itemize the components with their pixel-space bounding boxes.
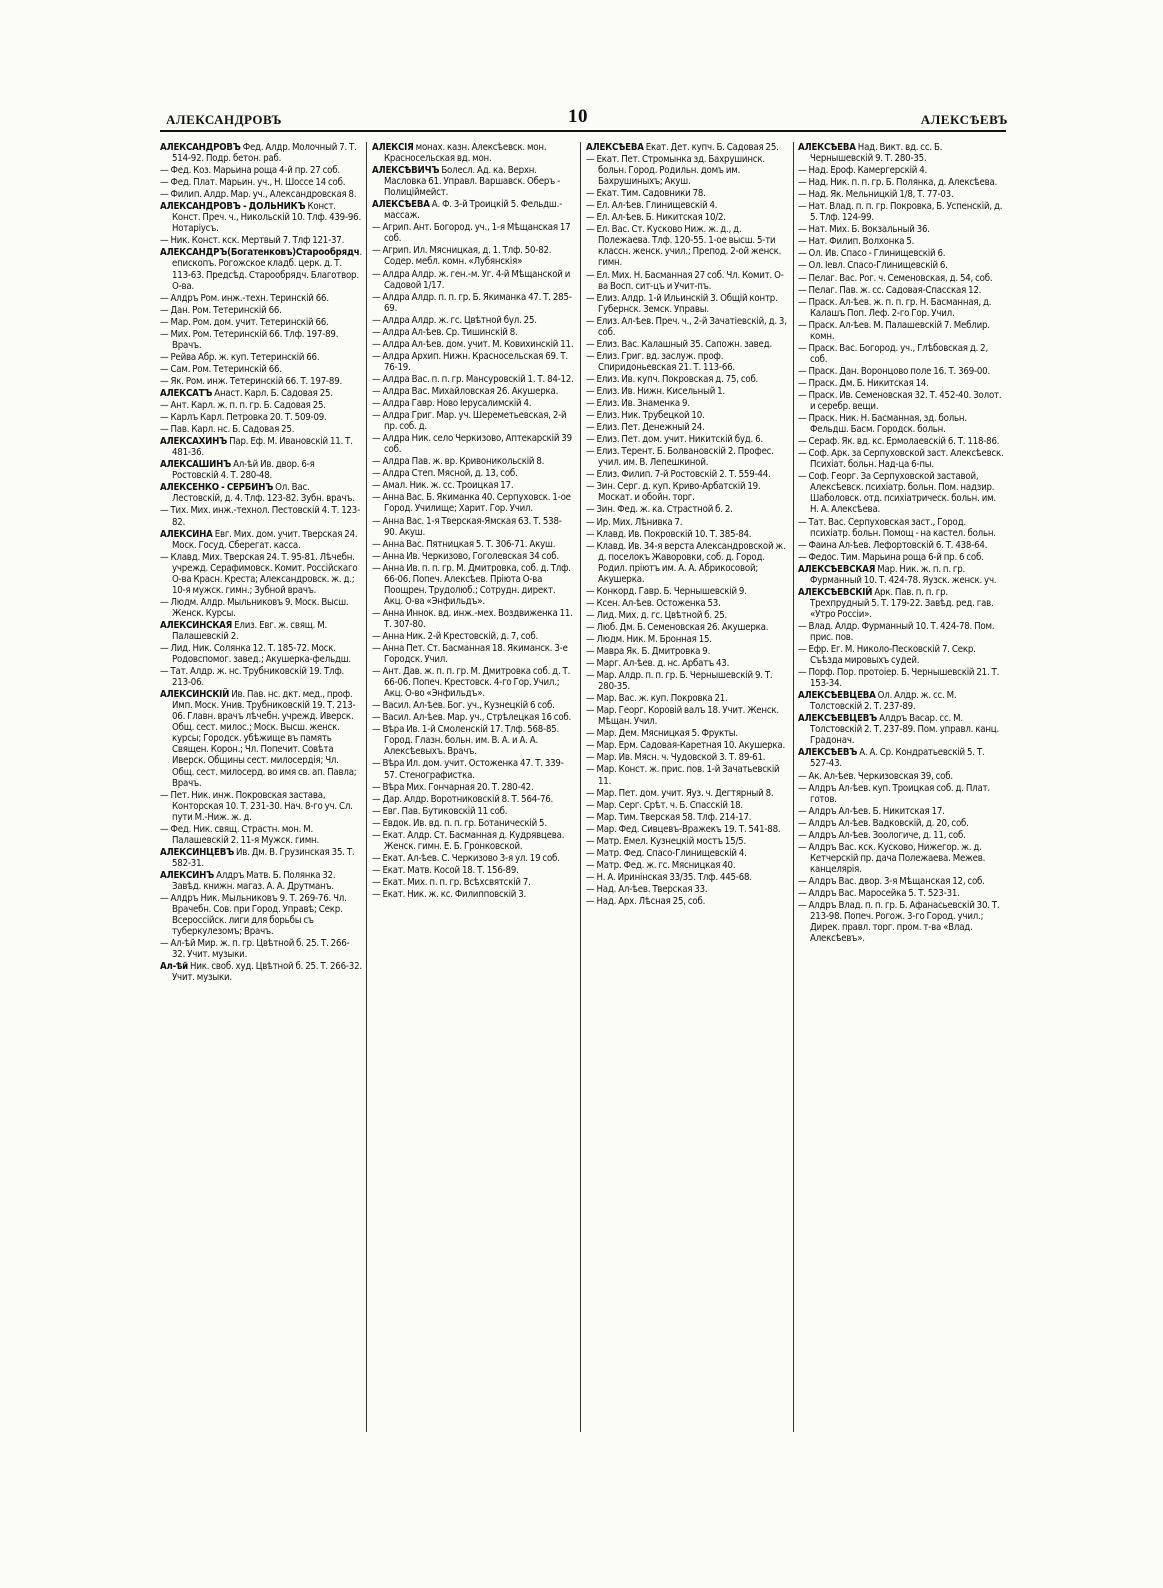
entry-surname: АЛЕКСАШИНЪ bbox=[160, 459, 232, 471]
directory-entry: — Сераф. Як. вд. кс. Ермолаевскій 6. Т. 118-86. bbox=[798, 436, 1000, 448]
entry-surname: АЛЕКСАТЪ bbox=[160, 387, 213, 399]
directory-entry: — Алдръ Вас. кск. Кусково, Нижегор. ж. д. Кетчерскій пр. дача Полежаева. Межев. канцелярія. bbox=[798, 841, 986, 875]
directory-entry: — Ел. Ал-ѣев. Б. Никитская 10/2. bbox=[586, 212, 726, 224]
directory-entry: — Тат. Алдр. ж. нс. Трубниковскій 19. Тлф. 213-06. bbox=[160, 666, 345, 689]
directory-entry: — Алдръ Влад. п. п. гр. Б. Афанасьевскій 30. Т. 213-98. Попеч. Рогож. 3-го Город. учил.; Дирек. правл. торг. пром. т-ва «Влад. Алексѣевъ». bbox=[798, 900, 1000, 945]
directory-entry: — Алдра Алдр. п. п. гр. Б. Якиманка 47. Т. 285-69. bbox=[372, 291, 572, 314]
entry-surname: АЛЕКСАНДРОВЪ - ДОЛЬНИКЪ bbox=[160, 201, 306, 213]
directory-entry: — Як. Ром. инж. Тетеринскій 66. Т. 197-89. bbox=[160, 375, 343, 387]
directory-entry: — Ксен. Ал-ѣев. Остоженка 53. bbox=[586, 597, 721, 609]
directory-entry: — Н. А. Иринінская 33/35. Тлф. 445-68. bbox=[586, 871, 752, 883]
directory-entry: — Елиз. Пет. Денежный 24. bbox=[586, 422, 705, 434]
directory-entry: АЛЕКСИНЪ Алдръ Матв. Б. Полянка 32. Завѣд. книжн. магаз. А. А. Друтманъ. bbox=[160, 869, 336, 892]
entry-surname: АЛЕКСИНСКІЙ bbox=[160, 689, 230, 701]
directory-entry: — Клавд. Ив. Покровскій 10. Т. 385-84. bbox=[586, 528, 752, 540]
directory-entry: — Праск. Ал-ѣев. М. Палашевскій 7. Меблир. комн. bbox=[798, 319, 990, 342]
directory-entry: — Филип. Алдр. Мар. уч., Александровская 8. bbox=[160, 189, 357, 201]
directory-entry: — Праск. Дан. Воронцово поле 16. Т. 369-00. bbox=[798, 365, 991, 377]
directory-entry: — Пав. Карл. нс. Б. Садовая 25. bbox=[160, 424, 295, 436]
directory-entry: — Матр. Емел. Кузнецкій мостъ 15/5. bbox=[586, 835, 747, 847]
directory-entry: — Праск. Ал-ѣев. ж. п. п. гр. Н. Басманная, д. Калашъ Поп. Леф. 2-го Гор. Учил. bbox=[798, 296, 992, 319]
directory-entry: — Ал-ѣй Мир. ж. п. гр. Цвѣтной б. 25. Т. 266-32. Учит. музыки. bbox=[160, 938, 350, 961]
directory-entry: АЛЕКСѢЕВЪ А. А. Ср. Кондратьевскій 5. Т. 527-43. bbox=[798, 747, 985, 770]
directory-entry: — Конкорд. Гавр. Б. Чернышевскій 9. bbox=[586, 585, 747, 597]
directory-entry: — Нат. Филип. Волхонка 5. bbox=[798, 236, 915, 248]
directory-entry: АЛЕКСІЯ монах. казн. Алексѣевск. мон. Красносельская вд. мон. bbox=[372, 142, 547, 165]
directory-entry: — Елиз. Ал-ѣев. Преч. ч., 2-й Зачатіевскій, д. 3, соб. bbox=[586, 315, 787, 338]
directory-entry: АЛЕКСАХИНЪ Пар. Еф. М. Ивановскій 11. Т. 481-36. bbox=[160, 436, 353, 459]
directory-entry: — Алдръ Вас. Маросейка 5. Т. 523-31. bbox=[798, 888, 960, 899]
directory-entry: — Ол. Іевл. Спасо-Глинищевскій 6. bbox=[798, 260, 948, 272]
directory-entry: — Елиз. Филип. 7-й Ростовскій 2. Т. 559-44. bbox=[586, 469, 771, 481]
directory-entry: — Ант. Карл. ж. п. п. гр. Б. Садовая 25. bbox=[160, 400, 326, 412]
directory-entry: — Люб. Дм. Б. Семеновская 26. Акушерка. bbox=[586, 621, 769, 633]
directory-entry: — Над. Ал-ѣев. Тверская 33. bbox=[586, 883, 708, 895]
entry-surname: АЛЕКСѢВИЧЪ bbox=[372, 165, 440, 177]
directory-entry: АЛЕКСИНСКІЙ Ив. Пав. нс. дкт. мед., проф. Имп. Моск. Унив. Трубниковскій 19. Т. 213-06. Главн. врачъ лѣчебн. учрежд. Иверск. Общ. сест. милос.; Моск. Высш. женск. курсы; Городск. убѣжище въ память Священ. Корон.; Чл. Попечит. Совѣта Иверск. Общины сест. милосердія; Чл. Общ. сест. милосерд. во имя св. ап. Павла; Врачъ. bbox=[160, 689, 357, 789]
directory-entry: — Евдок. Ив. вд. п. п. гр. Ботаническій 5. bbox=[372, 817, 547, 829]
directory-entry: — Ант. Дав. ж. п. п. гр. М. Дмитровка соб. д. Т. 66-06. Попеч. Крестовск. 4-го Гор. Учил.; Акц. О-во «Энфильдъ». bbox=[372, 666, 571, 700]
directory-entry: — Федос. Тим. Марьина роща 6-й пр. 6 соб. bbox=[798, 551, 984, 563]
directory-entry: — Ел. Вас. Ст. Кусково Ниж. ж. д., д. Полежаева. Тлф. 120-55. 1-ое высш. 5-ти классн. женск. учил.; Препод. 2-ой женск. гимн. bbox=[586, 224, 782, 269]
directory-entry: — Елиз. Григ. вд. заслуж. проф. Спиридоньевская 21. Т. 113-66. bbox=[586, 350, 735, 373]
directory-entry: — Анна Вас. Б. Якиманка 40. Серпуховск. 1-ое Город. Училище; Харит. Гор. Учил. bbox=[372, 492, 571, 515]
directory-entry: — Алдра Степ. Мясной, д. 13, соб. bbox=[372, 468, 518, 480]
directory-entry: — Алдръ Ал-ѣев. куп. Троицкая соб. д. Плат. готов. bbox=[798, 782, 990, 805]
directory-entry: — Мар. Фед. Сивцевъ-Вражекъ 19. Т. 541-88. bbox=[586, 823, 781, 835]
column-divider bbox=[793, 142, 794, 1432]
directory-entry: — Карлъ Карл. Петровка 20. Т. 509-09. bbox=[160, 412, 327, 424]
directory-entry: — Соф. Георг. За Серпуховской заставой, Алексѣевск. психіатр. больн. Пом. надзир. Шаболовск. отд. психіатрическ. больн. им. Н. А. Алексѣева. bbox=[798, 471, 996, 516]
directory-entry: — Лид. Мих. д. гс. Цвѣтной б. 25. bbox=[586, 609, 728, 621]
directory-entry: — Тих. Мих. инж.-технол. Пестовскій 4. Т. 123-82. bbox=[160, 505, 360, 528]
directory-entry: — Мар. Ив. Мясн. ч. Чудовской 3. Т. 89-61. bbox=[586, 752, 766, 764]
directory-entry: — Мар. Алдр. п. п. гр. Б. Чернышевскій 9. Т. 280-35. bbox=[586, 670, 773, 693]
directory-entry: — Фаина Ал-ѣев. Лефортовскій 6. Т. 438-64. bbox=[798, 539, 988, 551]
directory-entry: — Вѣра Ив. 1-й Смоленскій 17. Тлф. 568-85. Город. Глазн. больн. им. В. А. и А. А. Алексѣевыхъ. Врачъ. bbox=[372, 724, 560, 758]
directory-entry: — Праск. Ив. Семеновская 32. Т. 452-40. Золот. и серебр. вещи. bbox=[798, 389, 1002, 413]
directory-entry: АЛЕКСЕНКО - СЕРБИНЪ Ол. Вас. Лестовскій, д. 4. Тлф. 123-82. Зубн. врачъ. bbox=[160, 482, 355, 505]
header-right-keyword: АЛЕКСѢЕВЪ bbox=[920, 112, 1008, 127]
directory-entry: Ал-ѣй Ник. своб. худ. Цвѣтной б. 25. Т. 266-32. Учит. музыки. bbox=[160, 961, 362, 984]
directory-entry: — Рейва Абр. ж. куп. Тетеринскій 66. bbox=[160, 351, 320, 363]
directory-entry: — Агрип. Ил. Мясницкая, д. 1. Тлф. 50-82. Содер. мебл. комн. «Лубянскія» bbox=[372, 245, 552, 268]
directory-entry: — Пелаг. Пав. ж. сс. Садовая-Спасская 12. bbox=[798, 284, 982, 296]
directory-entry: — Над. Ник. п. п. гр. Б. Полянка, д. Алексѣева. bbox=[798, 177, 998, 189]
directory-entry: — Мар. Георг. Коровій валъ 18. Учит. Женск. Мѣщан. Учил. bbox=[586, 705, 779, 728]
directory-entry: — Алдръ Ал-ѣев. Б. Никитская 17. bbox=[798, 805, 945, 817]
directory-entry: — Ел. Мих. Н. Басманная 27 соб. Чл. Комит. О-ва Восп. сит-цъ и Учит-пъ. bbox=[586, 269, 784, 292]
directory-entry: — Алдръ Вас. двор. 3-я Мѣщанская 12, соб. bbox=[798, 875, 985, 887]
directory-entry: — Влад. Алдр. Фурманный 10. Т. 424-78. Пом. прис. пов. bbox=[798, 620, 995, 643]
directory-entry: — Матр. Фед. ж. гс. Мясницкая 40. bbox=[586, 859, 736, 871]
directory-entry: — Елиз. Ив. Нижн. Кисельный 1. bbox=[586, 385, 725, 397]
directory-entry: — Алдра Ал-ѣев. Ср. Тишинскій 8. bbox=[372, 326, 518, 338]
directory-column-2 bbox=[372, 142, 574, 1442]
directory-entry: — Ол. Ив. Спасо - Глинищевскій 6. bbox=[798, 248, 946, 260]
directory-entry: АЛЕКСѢВИЧЪ Болесл. Ад. ка. Верхн. Масловка 61. Управл. Варшавск. Оберъ - Полиціймейст. bbox=[372, 165, 560, 199]
directory-entry: АЛЕКСѢЕВА Екат. Дет. купч. Б. Садовая 25. bbox=[586, 142, 779, 153]
directory-entry: АЛЕКСАНДРОВЪ Фед. Алдр. Молочный 7. Т. 514-92. Подр. бетон. раб. bbox=[160, 142, 357, 165]
directory-entry: — Анна Вас. 1-я Тверская-Ямская 63. Т. 538-90. Акуш. bbox=[372, 515, 562, 538]
entry-surname: АЛЕКСѢЕВА bbox=[586, 142, 644, 153]
directory-entry: АЛЕКСѢЕВА А. Ф. 3-й Троицкій 5. Фельдш.-массаж. bbox=[372, 199, 563, 222]
directory-entry: — Порф. Пор. протоіер. Б. Чернышевскій 21. Т. 153-34. bbox=[798, 667, 1000, 690]
directory-entry: АЛЕКСИНА Евг. Мих. дом. учит. Тверская 24. Моск. Госуд. Сберегат. касса. bbox=[160, 528, 358, 551]
directory-entry: — Ак. Ал-ѣев. Черкизовская 39, соб. bbox=[798, 770, 953, 782]
directory-entry: — Мар. Ерм. Садовая-Каретная 10. Акушерка. bbox=[586, 740, 786, 752]
directory-entry: АЛЕКСАТЪ Анаст. Карл. Б. Садовая 25. bbox=[160, 387, 333, 399]
entry-surname: АЛЕКСАНДРОВЪ bbox=[160, 142, 241, 153]
directory-entry: — Мар. Конст. ж. прис. пов. 1-й Зачатьевскій 11. bbox=[586, 764, 780, 787]
directory-entry: — Анна Ив. Черкизово, Гоголевская 34 соб. bbox=[372, 550, 559, 562]
directory-entry: — Клавд. Мих. Тверская 24. Т. 95-81. Лѣчебн. учрежд. Серафимовск. Комит. Россійскаго О-ва Красн. Креста; Александровск. ж. д.; 10-я мужск. гимн.; Зубной врачъ. bbox=[160, 551, 358, 596]
directory-entry: — Мар. Тим. Тверская 58. Тлф. 214-17. bbox=[586, 811, 752, 823]
directory-entry: — Екат. Матв. Косой 18. Т. 156-89. bbox=[372, 864, 519, 876]
directory-entry: — Мар. Дем. Мясницкая 5. Фрукты. bbox=[586, 728, 738, 740]
directory-entry: — Пелаг. Вас. Рог. ч. Семеновская, д. 54, соб. bbox=[798, 272, 993, 284]
directory-entry: — Зин. Серг. д. куп. Криво-Арбатскій 19. Москат. и обойн. торг. bbox=[586, 481, 761, 504]
entry-surname: АЛЕКСИНЪ bbox=[160, 869, 215, 881]
directory-entry: — Мар. Вас. ж. куп. Покровка 21. bbox=[586, 693, 728, 705]
directory-entry: — Над. Ероф. Камергерскій 4. bbox=[798, 165, 928, 177]
directory-entry: — Мавра Як. Б. Дмитровка 9. bbox=[586, 646, 711, 658]
entry-surname: АЛЕКСѢЕВЦЕВА bbox=[798, 690, 876, 702]
directory-entry: — Над. Арх. Лѣсная 25, соб. bbox=[586, 896, 706, 907]
directory-entry: АЛЕКСАШИНЪ Ал-ѣй Ив. двор. 6-я Ростовскій 4. Т. 280-48. bbox=[160, 459, 315, 482]
directory-entry: — Людм. Алдр. Мыльниковъ 9. Моск. Высш. Женск. Курсы. bbox=[160, 596, 349, 619]
entry-surname: АЛЕКСИНСКАЯ bbox=[160, 619, 233, 631]
directory-entry: — Елиз. Ник. Трубецкой 10. bbox=[586, 410, 705, 422]
directory-column-3 bbox=[586, 142, 788, 1442]
directory-entry: — Васил. Ал-ѣев. Бог. уч., Кузнецкій 6 соб. bbox=[372, 700, 555, 712]
directory-entry: — Пет. Ник. инж. Покровская застава, Конторская 10. Т. 231-30. Нач. 8-го уч. Сл. пути М.-Ниж. ж. д. bbox=[160, 789, 353, 823]
directory-entry: — Алдръ Ром. инж.-техн. Теринскій 66. bbox=[160, 292, 329, 304]
entry-surname: АЛЕКСИНА bbox=[160, 528, 213, 540]
directory-entry: — Екат. Мих. п. п. гр. Всѣхсвятскій 7. bbox=[372, 876, 531, 888]
directory-entry: — Анна Ив. п. п. гр. М. Дмитровка, соб. д. Тлф. 66-06. Попеч. Алексѣев. Пріюта О-ва Поощрен. Трудолюб.; Сотрудн. директ. Акц. О-ва «Энфильдъ». bbox=[372, 562, 571, 607]
directory-entry: — Анна Вас. Пятницкая 5. Т. 306-71. Акуш. bbox=[372, 538, 556, 550]
entry-surname: АЛЕКСѢЕВЦЕВЪ bbox=[798, 713, 878, 725]
directory-entry: — Алдръ Ал-ѣев. Вадковскій, д. 20, соб. bbox=[798, 817, 969, 829]
directory-entry: — Фед. Коз. Марьина роща 4-й пр. 27 соб. bbox=[160, 165, 340, 177]
directory-column-1 bbox=[160, 142, 362, 1442]
entry-surname: АЛЕКСѢЕВА bbox=[798, 142, 856, 153]
directory-entry: — Алдра Ал-ѣев. дом. учит. М. Ковихинскій 11. bbox=[372, 338, 574, 350]
directory-entry: — Зин. Фед. ж. ка. Страстной б. 2. bbox=[586, 504, 733, 516]
directory-entry: — Елиз. Вас. Калашный 35. Сапожн. завед. bbox=[586, 338, 772, 350]
entry-surname: АЛЕКСАХИНЪ bbox=[160, 436, 228, 448]
directory-entry: — Екат. Тим. Садовники 78. bbox=[586, 188, 706, 200]
directory-entry: — Анна Иннок. вд. инж.-мех. Воздвиженка 11. Т. 307-80. bbox=[372, 607, 573, 630]
directory-entry: — Соф. Арк. за Серпуховской заст. Алексѣевск. Психіат. больн. Над-ца 6-пы. bbox=[798, 448, 1004, 471]
directory-entry: — Алдра Гавр. Ново Іерусалимскій 4. bbox=[372, 398, 532, 410]
directory-entry: — Елиз. Пет. дом. учит. Никитскій буд. 6. bbox=[586, 434, 763, 446]
entry-surname: АЛЕКСІЯ bbox=[372, 142, 414, 153]
entry-surname: АЛЕКСЕНКО - СЕРБИНЪ bbox=[160, 482, 274, 494]
directory-entry: — Анна Пет. Ст. Басманная 18. Якиманск. 3-е Городск. Учил. bbox=[372, 643, 568, 666]
directory-column-4 bbox=[798, 142, 1004, 1442]
directory-entry: — Елиз. Ив. купч. Покровская д. 75, соб. bbox=[586, 373, 759, 385]
directory-entry: — Фед. Плат. Марьин. уч., Н. Шоссе 14 соб. bbox=[160, 177, 346, 189]
directory-entry: — Алдра Вас. Михайловская 26. Акушерка. bbox=[372, 385, 559, 397]
header-left-keyword: АЛЕКСАНДРОВЪ bbox=[166, 112, 282, 127]
directory-entry: — Над. Як. Мельницкій 1/8, Т. 77-03. bbox=[798, 189, 954, 201]
column-divider bbox=[580, 142, 581, 1432]
directory-entry: — Алдра Пав. ж. вр. Кривоникольскій 8. bbox=[372, 456, 545, 468]
page-number: 10 bbox=[568, 106, 588, 127]
entry-surname: АЛЕКСИНЦЕВЪ bbox=[160, 846, 234, 858]
directory-entry: — Вѣра Мих. Гончарная 20. Т. 280-42. bbox=[372, 781, 534, 793]
directory-entry: — Праск. Ник. Н. Басманная, зд. больн. Фельдш. Басм. Городск. больн. bbox=[798, 413, 967, 436]
directory-entry: — Алдра Вас. п. п. гр. Мансуровскій 1. Т. 84-12. bbox=[372, 373, 574, 385]
directory-entry: — Амал. Ник. ж. сс. Троицкая 17. bbox=[372, 480, 514, 492]
directory-entry: АЛЕКСАНДРЪ(Богатенковъ)Старообрядч. епископъ. Рогожское кладб. церк. д. Т. 113-63. Предсѣд. Старообрядч. Благотвор. О-ва. bbox=[160, 247, 362, 292]
directory-entry: — Праск. Дм. Б. Никитская 14. bbox=[798, 377, 929, 389]
entry-surname: АЛЕКСѢЕВСКАЯ bbox=[798, 563, 876, 575]
directory-entry: — Агрип. Ант. Богород. уч., 1-я Мѣщанская 17 соб. bbox=[372, 222, 571, 245]
directory-entry: — Алдръ Ник. Мыльниковъ 9. Т. 269-76. Чл. Врачебн. Сов. при Город. Управѣ; Секр. Всероссійск. лиги для борьбы съ туберкулезомъ; Врачъ. bbox=[160, 893, 347, 938]
running-header bbox=[158, 108, 1008, 130]
directory-entry: — Фед. Ник. свящ. Страстн. мон. М. Палашевскій 2. 11-я Мужск. гимн. bbox=[160, 823, 319, 846]
directory-entry: — Ефр. Ег. М. Николо-Песковскій 7. Секр. Съѣзда мировыхъ судей. bbox=[798, 644, 976, 667]
directory-entry: — Алдра Григ. Мар. уч. Шереметьевская, 2-й пр. соб. д. bbox=[372, 410, 567, 433]
directory-entry: — Вѣра Ил. дом. учит. Остоженка 47. Т. 339-57. Стенографистка. bbox=[372, 758, 564, 781]
directory-entry: — Мар. Серг. Срѣт. ч. Б. Спасскій 18. bbox=[586, 799, 743, 811]
entry-surname: Ал-ѣй bbox=[160, 961, 188, 973]
directory-entry: — Сам. Ром. Тетеринскій 66. bbox=[160, 363, 282, 375]
header-rule bbox=[160, 130, 1006, 132]
directory-entry: — Мар. Пет. дом. учит. Яуз. ч. Дегтярный 8. bbox=[586, 787, 774, 799]
entry-surname: АЛЕКСѢЕВСКІЙ bbox=[798, 586, 873, 598]
directory-entry: АЛЕКСѢЕВСКАЯ Мар. Ник. ж. п. п. гр. Фурманный 10. Т. 424-78. Яузск. женск. уч. bbox=[798, 563, 997, 586]
directory-entry: АЛЕКСИНСКАЯ Елиз. Евг. ж. свящ. М. Палашевскій 2. bbox=[160, 619, 328, 642]
directory-entry: — Клавд. Ив. 34-я верста Александровской ж. д. поселокъ Жаворовки, соб. д. Город. Родил. пріютъ им. А. А. Абрикосовой; Акушерка. bbox=[586, 540, 786, 585]
directory-entry: — Мар. Ром. дом. учит. Тетеринскій 66. bbox=[160, 316, 329, 328]
directory-entry: — Ир. Мих. Лѣнивка 7. bbox=[586, 516, 683, 528]
directory-entry: — Алдра Алдр. ж. ген.-м. Уг. 4-й Мѣщанской и Садовой 1/17. bbox=[372, 268, 571, 291]
directory-entry: — Праск. Вас. Богород. уч., Глѣбовская д. 2, соб. bbox=[798, 342, 988, 365]
directory-entry: — Екат. Пет. Стромынка зд. Бахрушинск. больн. Город. Родильн. домъ им. Бахрушиныхъ; Акуш. bbox=[586, 154, 765, 188]
directory-entry: — Екат. Ник. ж. кс. Филипповскій 3. bbox=[372, 889, 527, 900]
directory-entry: АЛЕКСИНЦЕВЪ Ив. Дм. В. Грузинская 35. Т. 582-31. bbox=[160, 846, 355, 869]
directory-entry: — Елиз. Алдр. 1-й Ильинскій 3. Общій контр. Губернск. Земск. Управы. bbox=[586, 292, 778, 315]
directory-entry: — Ник. Конст. кск. Мертвый 7. Тлф 121-37. bbox=[160, 235, 345, 247]
directory-entry: — Лид. Ник. Солянка 12. Т. 185-72. Моск. Родовспомог. завед.; Акушерка-фельдш. bbox=[160, 643, 351, 666]
directory-entry: АЛЕКСАНДРОВЪ - ДОЛЬНИКЪ Конст. Конст. Преч. ч., Никольскій 10. Тлф. 439-96. Нотаріусъ. bbox=[160, 201, 362, 235]
directory-entry: — Нат. Мих. Б. Вокзальный 36. bbox=[798, 224, 930, 236]
directory-entry: — Тат. Вас. Серпуховская заст., Город. психіатр. больн. Помощ - на кастел. больн. bbox=[798, 516, 996, 539]
directory-entry: — Елиз. Ив. Знаменка 9. bbox=[586, 398, 690, 410]
directory-entry: — Нат. Влад. п. п. гр. Покровка, Б. Успенскій, д. 5. Тлф. 124-99. bbox=[798, 201, 1003, 224]
directory-entry: АЛЕКСѢЕВА Над. Викт. вд. сс. Б. Чернышевскій 9. Т. 280-35. bbox=[798, 142, 943, 165]
directory-entry: — Матр. Фед. Спасо-Глинищевскій 4. bbox=[586, 847, 747, 859]
directory-entry: — Алдра Архип. Нижн. Красносельская 69. Т. 76-19. bbox=[372, 350, 568, 373]
directory-entry: — Алдръ Ал-ѣев. Зоологиче, д. 11, соб. bbox=[798, 829, 966, 841]
directory-entry: — Марг. Ал-ѣев. д. нс. Арбатъ 43. bbox=[586, 658, 730, 670]
directory-entry: — Елиз. Терент. Б. Болвановскій 2. Профес. учил. им. В. Лепешкиной. bbox=[586, 446, 774, 469]
directory-entry: — Екат. Алдр. Ст. Басманная д. Кудрявцева. Женск. гимн. Е. Б. Гронковской. bbox=[372, 829, 565, 852]
entry-surname: АЛЕКСѢЕВЪ bbox=[798, 747, 858, 759]
directory-entry: — Дар. Алдр. Воротниковскій 8. Т. 564-76. bbox=[372, 793, 554, 805]
directory-entry: — Мих. Ром. Тетеринскій 66. Тлф. 197-89. Врачъ. bbox=[160, 328, 339, 351]
directory-entry: — Алдра Ник. село Черкизово, Аптекарскій 39 соб. bbox=[372, 433, 572, 456]
entry-surname: АЛЕКСАНДРЪ(Богатенковъ)Старообрядч bbox=[160, 247, 360, 259]
directory-entry: АЛЕКСѢЕВЦЕВА Ол. Алдр. ж. сс. М. Толстовскій 2. Т. 237-89. bbox=[798, 690, 957, 713]
directory-entry: — Дан. Ром. Тетеринскій 66. bbox=[160, 304, 282, 316]
directory-entry: — Алдра Алдр. ж. гс. Цвѣтной бул. 25. bbox=[372, 314, 537, 326]
directory-entry: — Екат. Ал-ѣев. С. Черкизово 3-я ул. 19 соб. bbox=[372, 852, 560, 864]
directory-entry: — Васил. Ал-ѣев. Мар. уч., Стрѣлецкая 16 соб. bbox=[372, 712, 572, 724]
directory-entry: — Ел. Ал-ѣев. Глинищевскій 4. bbox=[586, 200, 718, 212]
entry-surname: АЛЕКСѢЕВА bbox=[372, 199, 430, 211]
column-divider bbox=[366, 142, 367, 1432]
directory-entry: — Анна Ник. 2-й Крестовскій, д. 7, соб. bbox=[372, 630, 539, 642]
directory-entry: — Людм. Ник. М. Бронная 15. bbox=[586, 633, 712, 645]
directory-entry: АЛЕКСѢЕВСКІЙ Арк. Пав. п. п. гр. Трехпрудный 5. Т. 179-22. Завѣд. ред. гав. «Утро Россіи». bbox=[798, 586, 994, 620]
directory-entry: — Евг. Пав. Бутиковскій 11 соб. bbox=[372, 805, 508, 817]
directory-entry: АЛЕКСѢЕВЦЕВЪ Алдръ Васар. сс. М. Толстовскій 2. Т. 237-89. Пом. управл. канц. Градонач. bbox=[798, 713, 1000, 747]
